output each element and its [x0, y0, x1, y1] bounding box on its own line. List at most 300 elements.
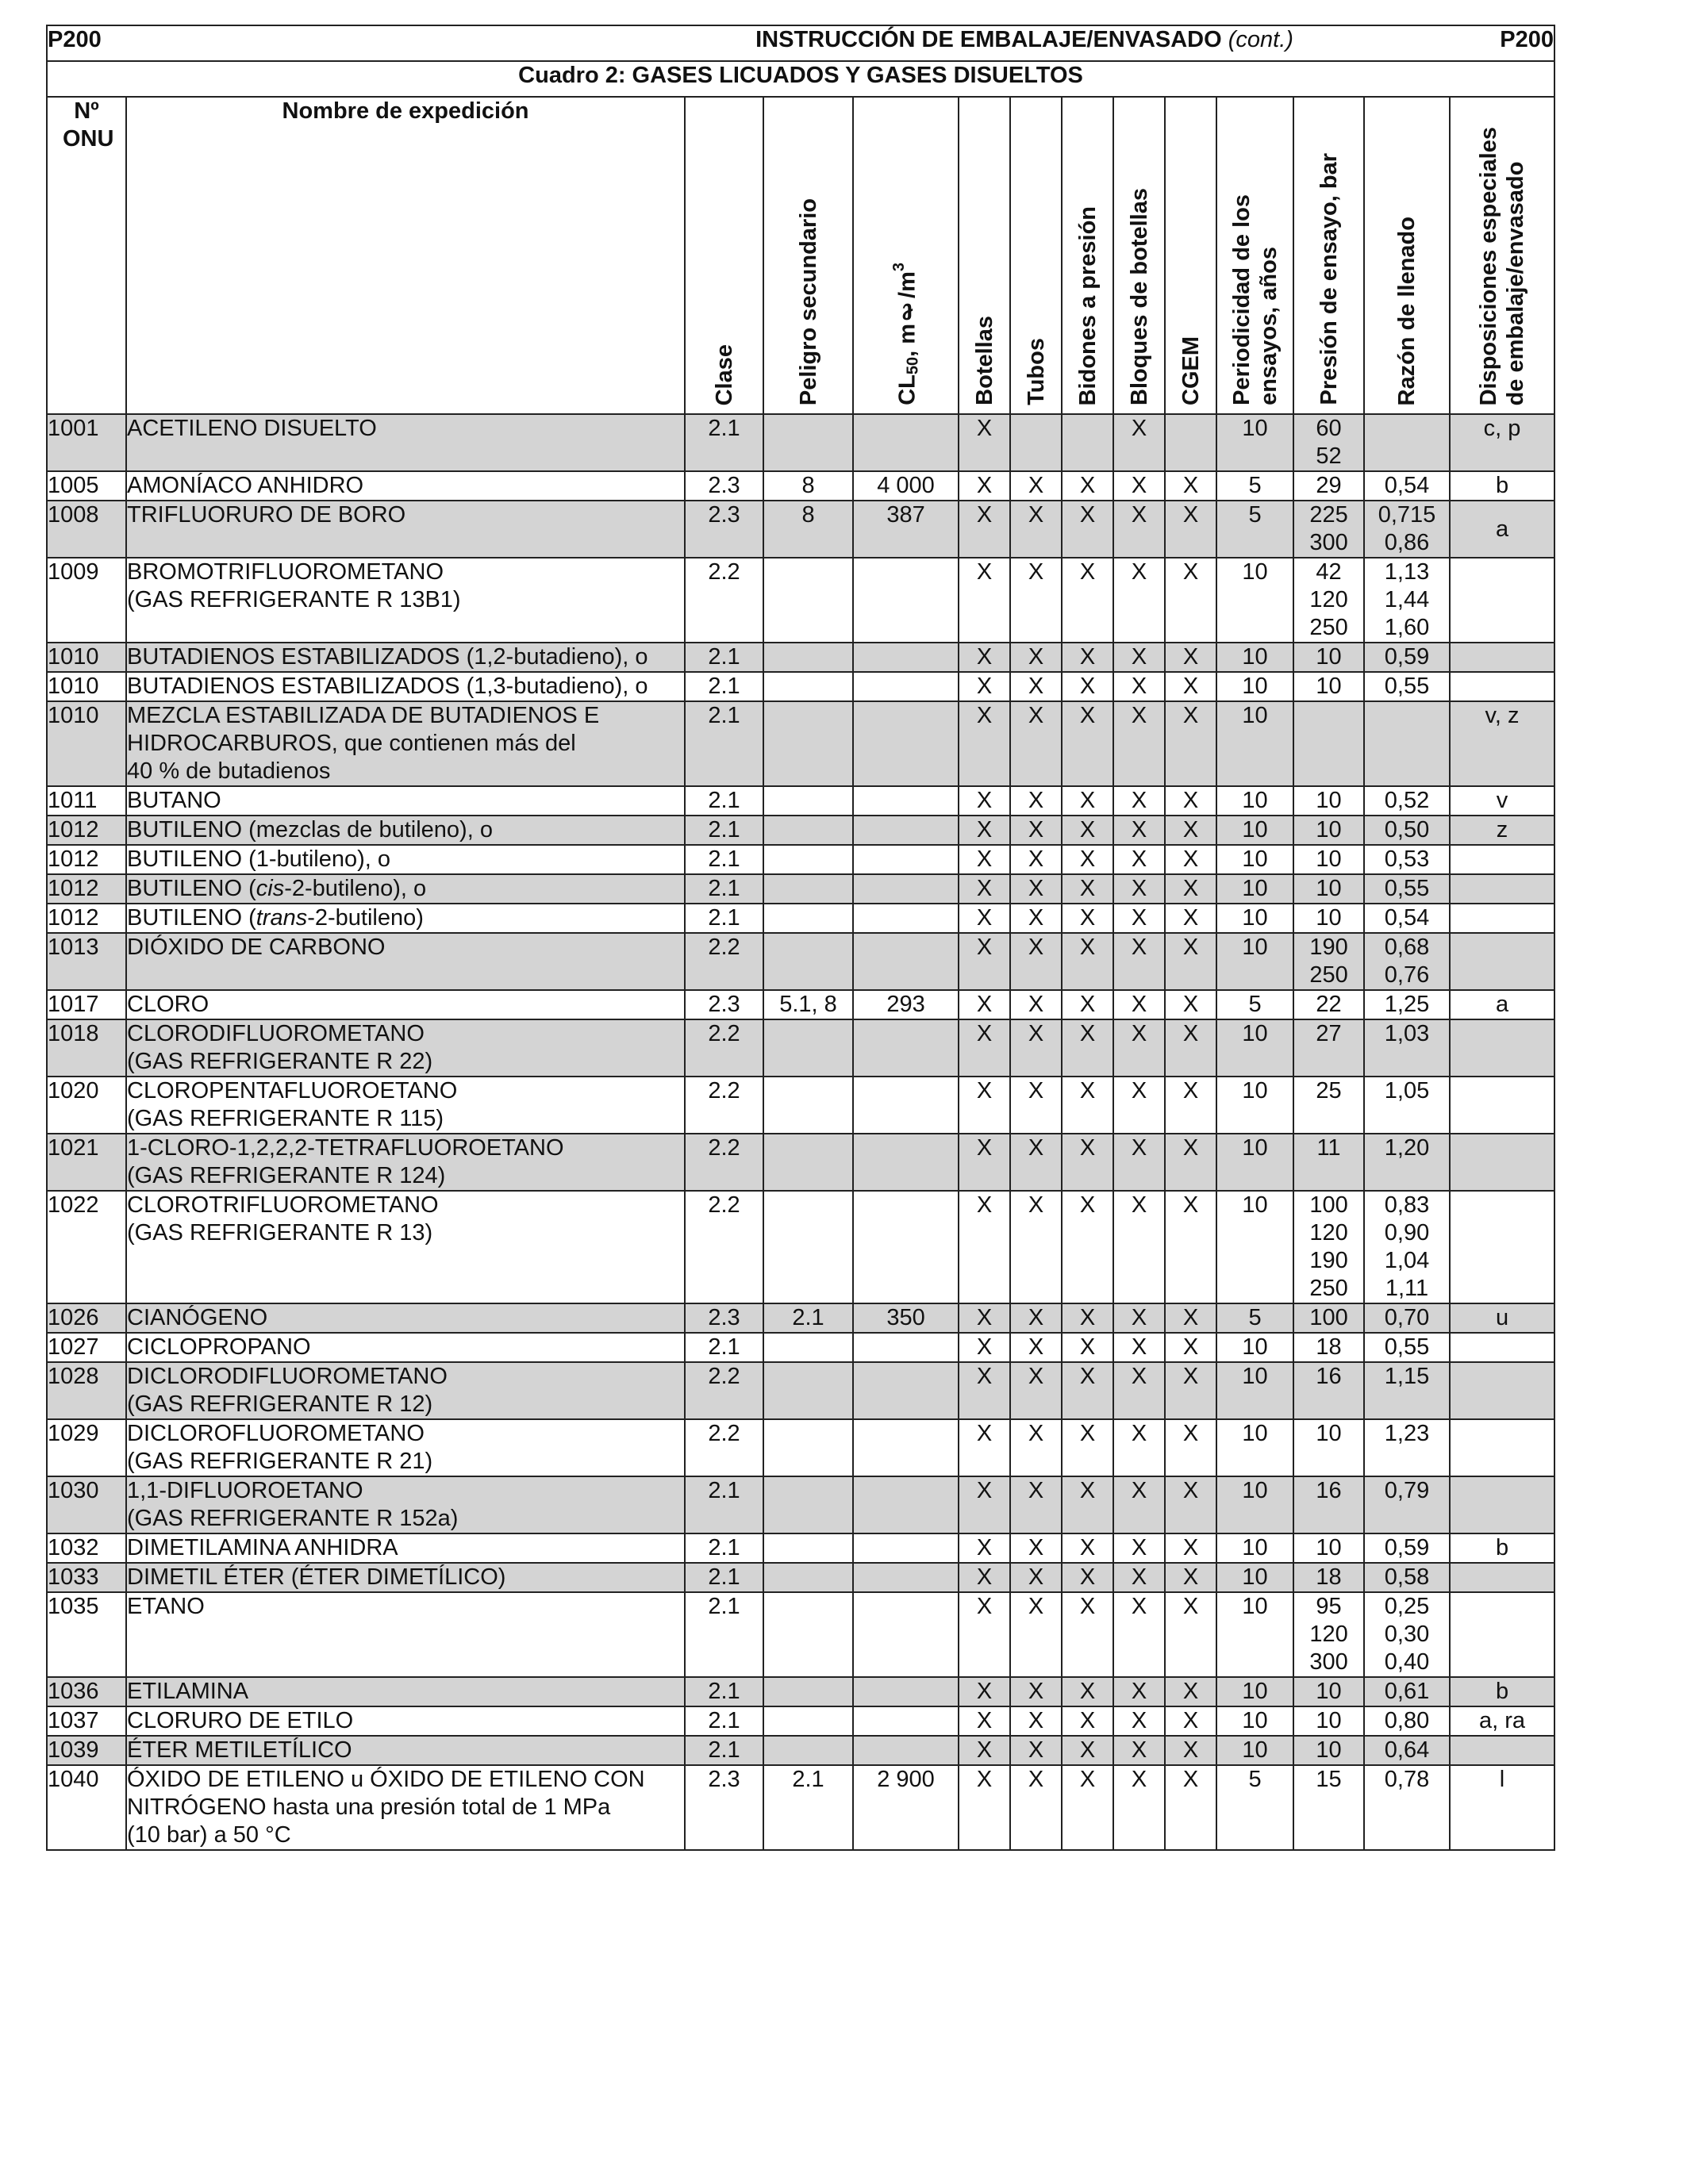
cell-bloques: X [1113, 643, 1165, 672]
cell-presion [1293, 845, 1364, 874]
cell-clase: 2.2 [685, 558, 763, 643]
cell-presion [1293, 1333, 1364, 1362]
cell-razon-line: 0,61 [1384, 1679, 1430, 1704]
cell-razon [1364, 1077, 1450, 1134]
cell-presion [1293, 1706, 1364, 1736]
cell-name [126, 414, 685, 471]
cell-cl50 [853, 672, 959, 701]
cell-disposiciones [1450, 1592, 1554, 1677]
cell-bloques: X [1113, 1563, 1165, 1592]
cell-razon [1364, 1362, 1450, 1419]
cell-presion-line: 10 [1316, 876, 1342, 901]
cell-disposiciones [1450, 1134, 1554, 1191]
cell-razon [1364, 933, 1450, 990]
cell-name [126, 786, 685, 816]
cell-un: 1029 [47, 1419, 126, 1476]
table-row [47, 1706, 1554, 1736]
col-razon: Razón de llenado [1364, 97, 1450, 414]
cell-razon-line: 0,58 [1384, 1564, 1430, 1590]
cell-un: 1010 [47, 672, 126, 701]
cell-bidones: X [1062, 1419, 1113, 1476]
cell-cl50 [853, 1476, 959, 1533]
cell-tubos: X [1010, 1592, 1062, 1677]
cell-razon-line: 0,52 [1384, 788, 1430, 813]
table-row [47, 414, 1554, 471]
cell-presion [1293, 904, 1364, 933]
cell-bidones: X [1062, 1736, 1113, 1765]
cell-razon-line: 0,68 [1384, 935, 1430, 960]
col-presion: Presión de ensayo, bar [1293, 97, 1364, 414]
cell-bloques: X [1113, 471, 1165, 501]
cell-periodicidad: 10 [1216, 1736, 1293, 1765]
cell-name [126, 1533, 685, 1563]
col-disposiciones: Disposiciones especiales de embalaje/envasado [1450, 97, 1554, 414]
cell-bloques: X [1113, 1303, 1165, 1333]
cell-disposiciones: b [1450, 1677, 1554, 1706]
cell-periodicidad: 5 [1216, 501, 1293, 558]
cell-presion-line: 10 [1316, 674, 1342, 699]
cell-disposiciones [1450, 845, 1554, 874]
cell-name [126, 672, 685, 701]
cell-peligro: 2.1 [763, 1303, 853, 1333]
cell-presion-line: 120 [1309, 587, 1348, 612]
cell-cgem: X [1165, 1333, 1216, 1362]
cell-cl50 [853, 1677, 959, 1706]
cell-name-line: 1,1-DIFLUOROETANO [127, 1478, 363, 1503]
cell-razon [1364, 1677, 1450, 1706]
cell-name-line: DICLOROFLUOROMETANO [127, 1421, 425, 1446]
cell-bidones: X [1062, 701, 1113, 786]
cell-presion [1293, 1736, 1364, 1765]
cell-name-line: (GAS REFRIGERANTE R 13B1) [127, 587, 461, 612]
cell-bloques: X [1113, 1134, 1165, 1191]
cell-tubos: X [1010, 1191, 1062, 1303]
cell-cgem: X [1165, 990, 1216, 1019]
cell-botellas: X [959, 845, 1010, 874]
cell-periodicidad: 10 [1216, 1333, 1293, 1362]
cell-clase: 2.1 [685, 1476, 763, 1533]
cell-periodicidad: 10 [1216, 786, 1293, 816]
cell-razon [1364, 1736, 1450, 1765]
cell-clase: 2.1 [685, 845, 763, 874]
isomer-prefix: trans [256, 905, 308, 931]
cell-disposiciones [1450, 1019, 1554, 1077]
cell-razon-line: 0,30 [1384, 1622, 1430, 1647]
cell-presion-line: 42 [1316, 559, 1342, 585]
cell-presion-line: 250 [1309, 615, 1348, 640]
cell-cl50: 4 000 [853, 471, 959, 501]
cell-periodicidad: 10 [1216, 1134, 1293, 1191]
cell-razon [1364, 1191, 1450, 1303]
cell-presion-line: 10 [1316, 1679, 1342, 1704]
cell-presion-line: 10 [1316, 644, 1342, 670]
cell-periodicidad: 10 [1216, 874, 1293, 904]
cell-peligro: 5.1, 8 [763, 990, 853, 1019]
cell-bidones: X [1062, 933, 1113, 990]
cell-cgem: X [1165, 1706, 1216, 1736]
cell-razon [1364, 874, 1450, 904]
cell-peligro [763, 558, 853, 643]
cell-bloques: X [1113, 1476, 1165, 1533]
cell-disposiciones [1450, 1419, 1554, 1476]
cell-razon-line: 1,20 [1384, 1135, 1430, 1161]
cell-disposiciones: v [1450, 786, 1554, 816]
cell-razon [1364, 990, 1450, 1019]
cell-cl50 [853, 701, 959, 786]
cell-botellas: X [959, 1765, 1010, 1850]
cell-cl50 [853, 1533, 959, 1563]
col-cgem: CGEM [1165, 97, 1216, 414]
table-row [47, 1592, 1554, 1677]
cell-name [126, 1476, 685, 1533]
cell-name [126, 990, 685, 1019]
cell-cgem: X [1165, 874, 1216, 904]
column-header-row [47, 97, 1554, 414]
cell-presion-line: 15 [1316, 1767, 1342, 1792]
cell-name-line: DIMETIL ÉTER (ÉTER DIMETÍLICO) [127, 1564, 506, 1590]
cell-disposiciones [1450, 643, 1554, 672]
table-row [47, 1419, 1554, 1476]
cell-un: 1039 [47, 1736, 126, 1765]
cell-razon-line: 0,53 [1384, 846, 1430, 872]
cell-bidones: X [1062, 1706, 1113, 1736]
cell-name-line: BUTADIENOS ESTABILIZADOS (1,3-butadieno), o [127, 674, 648, 699]
table-row [47, 643, 1554, 672]
cell-botellas: X [959, 990, 1010, 1019]
cell-botellas: X [959, 874, 1010, 904]
cell-peligro [763, 1677, 853, 1706]
cell-botellas: X [959, 1362, 1010, 1419]
cell-razon-line: 0,55 [1384, 876, 1430, 901]
cell-presion-line: 10 [1316, 817, 1342, 843]
cell-disposiciones: l [1450, 1765, 1554, 1850]
cell-tubos: X [1010, 1563, 1062, 1592]
cell-tubos: X [1010, 845, 1062, 874]
cell-clase: 2.3 [685, 501, 763, 558]
cell-name [126, 816, 685, 845]
cell-peligro [763, 1419, 853, 1476]
col-botellas: Botellas [959, 97, 1010, 414]
cell-presion-line: 10 [1316, 788, 1342, 813]
cell-presion-line: 100 [1309, 1192, 1348, 1218]
table-row [47, 1191, 1554, 1303]
cell-un: 1005 [47, 471, 126, 501]
cell-peligro [763, 816, 853, 845]
cell-razon-line: 0,76 [1384, 962, 1430, 988]
cell-un: 1026 [47, 1303, 126, 1333]
cell-cl50 [853, 933, 959, 990]
cell-botellas: X [959, 643, 1010, 672]
cell-clase: 2.1 [685, 643, 763, 672]
cell-bidones: X [1062, 874, 1113, 904]
cell-periodicidad: 10 [1216, 1419, 1293, 1476]
cell-razon-line: 1,13 [1384, 559, 1430, 585]
col-clase: Clase [685, 97, 763, 414]
cell-bidones: X [1062, 1333, 1113, 1362]
cell-bidones: X [1062, 1677, 1113, 1706]
cell-clase: 2.1 [685, 672, 763, 701]
cell-razon-line: 0,59 [1384, 1535, 1430, 1560]
table-body [47, 414, 1554, 1850]
cell-bloques: X [1113, 672, 1165, 701]
table-row [47, 501, 1554, 558]
cell-razon [1364, 1706, 1450, 1736]
cell-name [126, 1592, 685, 1677]
cell-cgem: X [1165, 501, 1216, 558]
cell-presion-line: 18 [1316, 1564, 1342, 1590]
cell-presion-line: 250 [1309, 962, 1348, 988]
cell-clase: 2.3 [685, 471, 763, 501]
cell-razon [1364, 1592, 1450, 1677]
cell-bidones [1062, 414, 1113, 471]
cell-tubos: X [1010, 1736, 1062, 1765]
cell-bidones: X [1062, 1563, 1113, 1592]
cell-botellas: X [959, 1736, 1010, 1765]
cell-name-line: (GAS REFRIGERANTE R 12) [127, 1391, 433, 1417]
cell-presion [1293, 701, 1364, 786]
cell-name-line: CLORODIFLUOROMETANO [127, 1021, 425, 1046]
table-row [47, 786, 1554, 816]
cell-clase: 2.3 [685, 990, 763, 1019]
cell-cl50 [853, 1592, 959, 1677]
cell-peligro [763, 874, 853, 904]
cell-razon-line: 0,83 [1384, 1192, 1430, 1218]
cell-peligro [763, 672, 853, 701]
cell-tubos: X [1010, 904, 1062, 933]
cell-presion [1293, 1533, 1364, 1563]
cell-botellas: X [959, 501, 1010, 558]
cell-tubos: X [1010, 816, 1062, 845]
cell-cgem: X [1165, 1563, 1216, 1592]
cell-name [126, 1077, 685, 1134]
cell-disposiciones [1450, 1077, 1554, 1134]
cell-tubos: X [1010, 1333, 1062, 1362]
cell-bloques: X [1113, 1419, 1165, 1476]
table-row [47, 933, 1554, 990]
cell-razon-line: 1,04 [1384, 1248, 1430, 1273]
cell-disposiciones: b [1450, 1533, 1554, 1563]
cell-razon [1364, 786, 1450, 816]
cell-name [126, 904, 685, 933]
cell-name [126, 1419, 685, 1476]
cell-tubos: X [1010, 1019, 1062, 1077]
cell-botellas: X [959, 1592, 1010, 1677]
cell-cgem: X [1165, 1736, 1216, 1765]
cell-botellas: X [959, 904, 1010, 933]
cell-name-line: ÓXIDO DE ETILENO u ÓXIDO DE ETILENO CON [127, 1767, 645, 1792]
cell-periodicidad: 5 [1216, 1303, 1293, 1333]
cell-clase: 2.1 [685, 816, 763, 845]
cell-cgem: X [1165, 672, 1216, 701]
cell-cl50 [853, 1736, 959, 1765]
cell-name-line: (GAS REFRIGERANTE R 115) [127, 1106, 444, 1131]
cell-tubos: X [1010, 933, 1062, 990]
cell-razon-line: 1,05 [1384, 1078, 1430, 1104]
cell-bidones: X [1062, 558, 1113, 643]
cell-name-line: CICLOPROPANO [127, 1334, 311, 1360]
cell-presion-line: 225 [1309, 502, 1348, 528]
cell-presion [1293, 990, 1364, 1019]
cell-bidones: X [1062, 672, 1113, 701]
cell-presion [1293, 1077, 1364, 1134]
cell-presion-line: 250 [1309, 1276, 1348, 1301]
cell-razon [1364, 845, 1450, 874]
cell-razon-line: 0,55 [1384, 1334, 1430, 1360]
cell-cl50 [853, 414, 959, 471]
cell-cl50: 350 [853, 1303, 959, 1333]
cell-clase: 2.2 [685, 1362, 763, 1419]
cell-bidones: X [1062, 816, 1113, 845]
cell-bloques: X [1113, 1765, 1165, 1850]
cell-tubos [1010, 414, 1062, 471]
table-row [47, 1677, 1554, 1706]
cell-clase: 2.2 [685, 1019, 763, 1077]
cell-tubos: X [1010, 501, 1062, 558]
cell-name-line: ETANO [127, 1594, 205, 1619]
cell-un: 1011 [47, 786, 126, 816]
cell-tubos: X [1010, 672, 1062, 701]
cell-un: 1020 [47, 1077, 126, 1134]
cell-disposiciones: b [1450, 471, 1554, 501]
col-bloques: Bloques de botellas [1113, 97, 1165, 414]
cell-clase: 2.1 [685, 1706, 763, 1736]
cell-botellas: X [959, 558, 1010, 643]
cell-presion-line: 16 [1316, 1364, 1342, 1389]
cell-razon-line: 0,715 [1378, 502, 1436, 528]
cell-name-line: CLORURO DE ETILO [127, 1708, 354, 1733]
cell-presion-line: 10 [1316, 1737, 1342, 1763]
cell-botellas: X [959, 1019, 1010, 1077]
cell-clase: 2.2 [685, 1134, 763, 1191]
cell-tubos: X [1010, 1677, 1062, 1706]
cell-botellas: X [959, 471, 1010, 501]
cell-name-line: BUTILENO (cis-2-butileno), o [127, 876, 427, 901]
cell-razon-line: 0,70 [1384, 1305, 1430, 1330]
cell-disposiciones [1450, 1476, 1554, 1533]
cell-razon [1364, 816, 1450, 845]
table-row [47, 845, 1554, 874]
cell-razon-line: 0,78 [1384, 1767, 1430, 1792]
table-row [47, 1134, 1554, 1191]
cell-presion-line: 95 [1316, 1594, 1342, 1619]
cell-un: 1033 [47, 1563, 126, 1592]
cell-clase: 2.2 [685, 1191, 763, 1303]
cell-presion-line: 16 [1316, 1478, 1342, 1503]
cell-name-line: BUTILENO (mezclas de butileno), o [127, 817, 493, 843]
cell-peligro [763, 1134, 853, 1191]
cell-disposiciones [1450, 933, 1554, 990]
cell-un: 1022 [47, 1191, 126, 1303]
cell-un: 1012 [47, 904, 126, 933]
cell-cl50 [853, 816, 959, 845]
cell-cgem: X [1165, 904, 1216, 933]
cell-peligro [763, 1563, 853, 1592]
table-row [47, 990, 1554, 1019]
cell-periodicidad: 5 [1216, 990, 1293, 1019]
cell-periodicidad: 10 [1216, 1706, 1293, 1736]
cell-botellas: X [959, 701, 1010, 786]
cell-name-line: BUTILENO (1-butileno), o [127, 846, 391, 872]
cell-razon [1364, 414, 1450, 471]
cell-tubos: X [1010, 1362, 1062, 1419]
cell-peligro [763, 643, 853, 672]
cell-periodicidad: 10 [1216, 1362, 1293, 1419]
cell-bidones: X [1062, 501, 1113, 558]
cell-disposiciones: c, p [1450, 414, 1554, 471]
cell-botellas: X [959, 1563, 1010, 1592]
table-row [47, 1303, 1554, 1333]
cell-presion-line: 22 [1316, 992, 1342, 1017]
col-cl50: $CL_{50}$, $m\ell/m^3$ [853, 97, 959, 414]
cell-razon [1364, 1303, 1450, 1333]
cell-cgem: X [1165, 643, 1216, 672]
cell-botellas: X [959, 1333, 1010, 1362]
cell-cl50 [853, 845, 959, 874]
cell-name-line: (GAS REFRIGERANTE R 21) [127, 1449, 433, 1474]
cell-cl50 [853, 1419, 959, 1476]
cell-name [126, 1563, 685, 1592]
cell-presion-line: 100 [1309, 1305, 1348, 1330]
cell-periodicidad: 10 [1216, 701, 1293, 786]
cell-name [126, 1736, 685, 1765]
cell-un: 1012 [47, 816, 126, 845]
cell-un: 1030 [47, 1476, 126, 1533]
cell-cl50 [853, 1191, 959, 1303]
cell-razon-line: 1,25 [1384, 992, 1430, 1017]
cell-razon-line: 0,40 [1384, 1649, 1430, 1675]
cell-razon-line: 1,44 [1384, 587, 1430, 612]
cell-bidones: X [1062, 1019, 1113, 1077]
cell-periodicidad: 10 [1216, 1077, 1293, 1134]
cell-bloques: X [1113, 1019, 1165, 1077]
cell-razon [1364, 1563, 1450, 1592]
cell-periodicidad: 10 [1216, 1476, 1293, 1533]
cell-name-line: MEZCLA ESTABILIZADA DE BUTADIENOS E [127, 703, 600, 728]
cell-cgem: X [1165, 558, 1216, 643]
cell-cgem: X [1165, 1303, 1216, 1333]
cell-clase: 2.1 [685, 1592, 763, 1677]
cell-presion [1293, 1191, 1364, 1303]
cell-peligro [763, 701, 853, 786]
cell-cgem: X [1165, 1134, 1216, 1191]
cell-bloques: X [1113, 1592, 1165, 1677]
cell-name-line: ACETILENO DISUELTO [127, 416, 377, 441]
cell-razon-line: 0,59 [1384, 644, 1430, 670]
cell-name [126, 1706, 685, 1736]
cell-name [126, 1333, 685, 1362]
cell-name [126, 471, 685, 501]
cell-tubos: X [1010, 1303, 1062, 1333]
cell-periodicidad: 10 [1216, 816, 1293, 845]
cell-presion-line: 18 [1316, 1334, 1342, 1360]
cell-presion [1293, 1303, 1364, 1333]
table-row [47, 1362, 1554, 1419]
cell-disposiciones: a [1450, 990, 1554, 1019]
table-row [47, 904, 1554, 933]
cell-tubos: X [1010, 701, 1062, 786]
cell-clase: 2.1 [685, 786, 763, 816]
cell-presion [1293, 1134, 1364, 1191]
cell-periodicidad: 5 [1216, 1765, 1293, 1850]
cell-periodicidad: 10 [1216, 1677, 1293, 1706]
cell-bloques: X [1113, 558, 1165, 643]
cell-razon-line: 0,64 [1384, 1737, 1430, 1763]
cell-periodicidad: 10 [1216, 1592, 1293, 1677]
cell-razon [1364, 904, 1450, 933]
cell-presion [1293, 1592, 1364, 1677]
cell-presion-line: 10 [1316, 846, 1342, 872]
cell-disposiciones [1450, 1563, 1554, 1592]
